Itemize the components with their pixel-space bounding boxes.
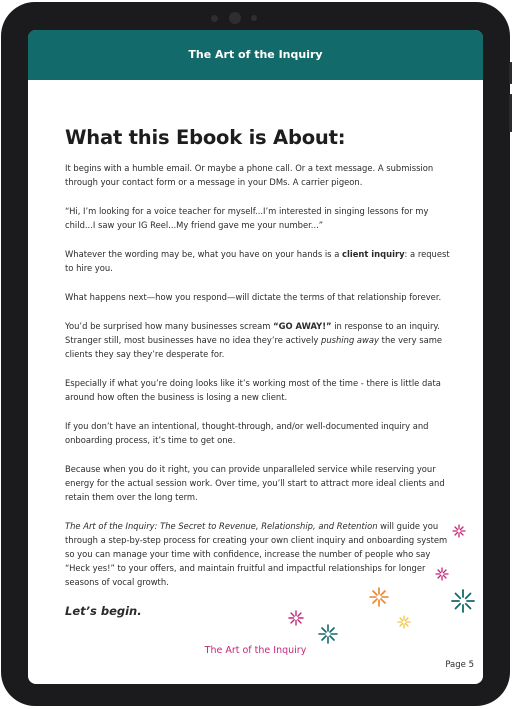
tablet-frame [1,2,510,706]
sensor-icon [211,15,218,22]
camera-icon [229,12,241,24]
document-body [65,126,450,633]
screen [28,30,483,684]
sparkle-icon [451,589,475,613]
page-title: What this Ebook is About: [65,126,346,149]
paragraph: “Hi, I’m looking for a voice teacher for myself...I’m interested in singing lessons for my child...I saw your IG Reel...My friend gave me your number...” [65,206,429,230]
page-header [28,30,483,80]
paragraph: It begins with a humble email. Or maybe a phone call. Or a text message. A submission through your contact form or a message in your DMs. A carrier pigeon. [65,163,434,187]
sparkle-icon [452,524,466,538]
page-number: Page 5 [445,660,474,670]
sparkle-icon [435,567,449,581]
paragraph: If you don’t have an intentional, thought-through, and/or well-documented inquiry and onboarding process, it’s time to get one. [65,421,429,445]
footer-title: The Art of the Inquiry [204,645,307,656]
sparkle-icon [288,610,304,626]
paragraph: Especially if what you’re doing looks like it’s working most of the time - there is little data around how often the business is losing a new client. [65,378,441,402]
paragraph: Whatever the wording may be, what you have on your hands is a client inquiry: a request to hire you. [65,249,450,273]
paragraph: You’d be surprised how many businesses scream “GO AWAY!” in response to an inquiry. Stranger still, most businesses have no idea they’re actively pushing away the very same clients they say they’re desperate for. [65,321,443,359]
paragraph: What happens next—how you respond—will dictate the terms of that relationship forever. [65,292,442,302]
paragraph: Because when you do it right, you can provide unparalleled service while reserving your energy for the actual session work. Over time, you’ll start to attract more ideal clients and retain them over the long term. [65,464,445,502]
closing-line: Let’s begin. [65,604,142,618]
paragraph: The Art of the Inquiry: The Secret to Revenue, Relationship, and Retention will guide you through a step-by-step process for creating your own client inquiry and onboarding system so you can manage your time with confidence, increase the number of people who say “Heck yes!” to your offers, and maintain fruitful and impactful relationships for longer seasons of vocal growth. [65,521,448,587]
sparkle-icon [318,624,338,644]
sparkle-icon [369,587,389,607]
header-title: The Art of the Inquiry [188,48,323,61]
sparkle-icon [397,615,411,629]
sensor-icon [251,15,257,21]
